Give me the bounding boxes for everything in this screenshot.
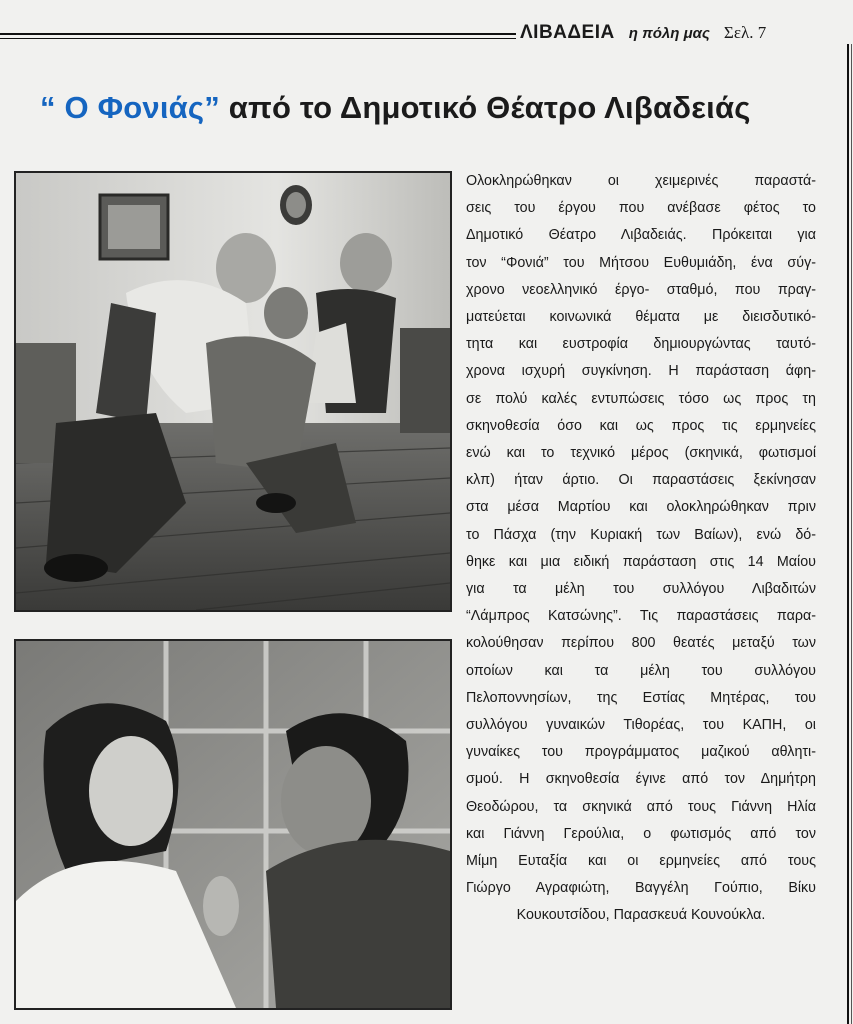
article-line: σε πολύ καλές εντυπώσεις τόσο ως προς τη [466,390,816,407]
article-line: κολούθησαν περίπου 800 θεατές μεταξύ των [466,635,816,652]
column-rule [847,44,849,1024]
article-line: στα μέσα Μαρτίου και ολοκληρώθηκαν πριν [466,499,816,516]
article-line: ενώ και το τεχνικό μέρος (σκηνικά, φωτισμοί [466,445,816,462]
article-line: Μίμη Ευταξία και οι ερμηνείες από τους [466,853,816,870]
article-line: “Λάμπρος Κατσώνης”. Τις παραστάσεις παρα- [466,608,816,625]
article-line: ματεύεται κοινωνικά θέματα με διεισδυτικό- [466,309,816,326]
article-line: Πελοποννησίων, της Εστίας Μητέρας, του [466,689,816,706]
theatre-scene-photo-2 [14,639,452,1010]
section-subtitle: η πόλη μας [628,25,710,42]
article-line: συλλόγου γυναικών Τιθορέας, του ΚΑΠΗ, οι [466,717,816,734]
article-line: γυναίκες του προγράμματος μαζικού αθλητι- [466,744,816,761]
article-line: Ολοκληρώθηκαν οι χειμερινές παραστά- [466,173,816,189]
header-rule-thin [0,38,516,39]
article-line: χρονα ισχυρή συγκίνηση. Η παράσταση άφη- [466,363,816,380]
theatre-scene-photo-1 [14,171,452,612]
article-line: σεις του έργου που ανέβασε φέτος το [466,200,816,217]
theatre-scene-photo-icon [16,641,450,1008]
article-line: Κουκουτσίδου, Παρασκευά Κουνούκλα. [516,907,766,924]
article-line: θηκε και μια ειδική παράσταση στις 14 Μαίου [466,553,816,570]
article-line: Θεοδώρου, τα σκηνικά από τους Γιάννη Ηλία [466,798,816,815]
article-line: κλπ) ήταν άρτιο. Οι παραστάσεις ξεκίνησαν [466,472,816,489]
article-line: Δημοτικό Θέατρο Λιβαδειάς. Πρόκειται για [466,227,816,244]
article-line: για τα μέλη του συλλόγου Λιβαδιτών [466,581,816,598]
section-title: ΛΙΒΑΔΕΙΑ [520,22,615,43]
page-title [40,90,820,126]
article-body [466,168,816,930]
article-line: σμού. Η σκηνοθεσία έγινε από τον Δημήτρη [466,771,816,788]
article-line: τον “Φονιά” του Μήτσου Ευθυμιάδη, ένα σύγ- [466,254,816,271]
article-line: Γιώργο Αγραφιώτη, Βαγγέλη Γούπιο, Βίκυ [466,880,816,897]
page-number: Σελ. 7 [723,23,767,42]
article-line: χρονο νεοελληνικό έργο- σταθμό, που πραγ- [466,281,816,298]
theatre-scene-photo-icon [16,173,450,610]
article-line: και Γιάννη Γερούλια, ο φωτισμός από τον [466,825,816,842]
article-line: το Πάσχα (την Κυριακή των Βαίων), ενώ δό- [466,526,816,543]
title-rest: από το Δημοτικό Θέατρο Λιβαδειάς [219,90,751,125]
article-line: τητα και ευστροφία δημιουργώντας ταυτό- [466,336,816,353]
column-rule-thin [851,44,852,1024]
header-rule [0,33,516,35]
article-line: σκηνοθεσία όσο και ως προς τις ερμηνείες [466,417,816,434]
title-quoted: “ Ο Φονιάς” [40,90,220,125]
page-header [520,22,846,52]
article-line: οποίων και τα μέλη του συλλόγου [466,662,816,679]
